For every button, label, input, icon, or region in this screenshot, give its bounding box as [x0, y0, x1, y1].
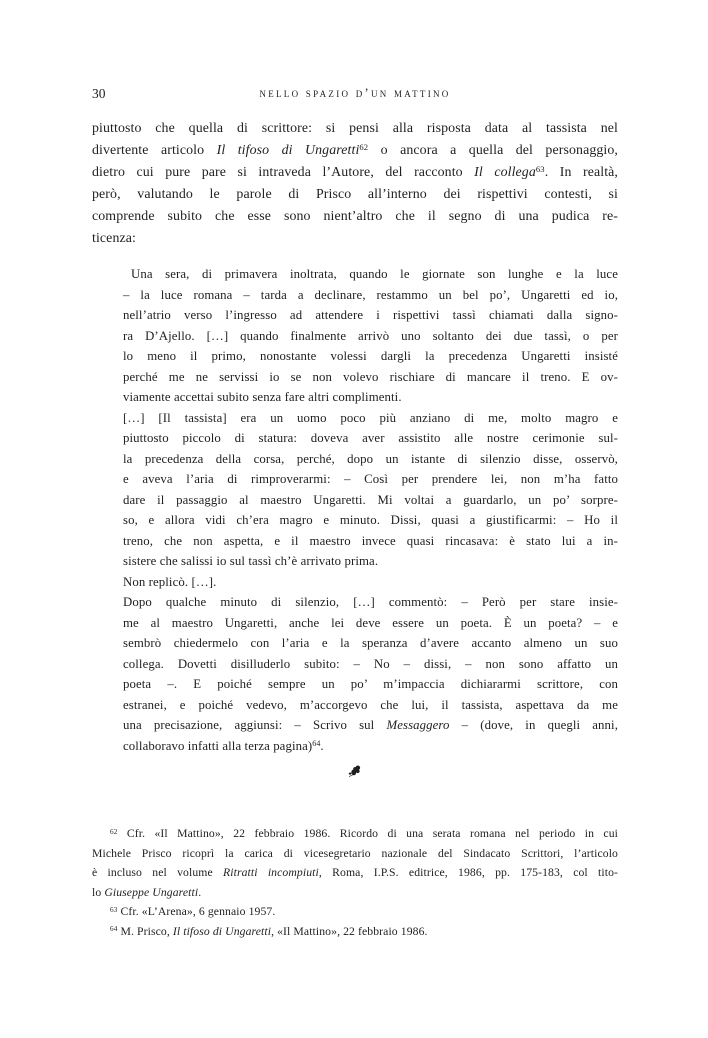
- text-segment: Cfr. «L’Arena», 6 gennaio 1957.: [117, 905, 276, 918]
- text-segment: o ancora a quella del personaggio,: [368, 143, 618, 158]
- text-line: [123, 346, 618, 367]
- text-line: [92, 922, 618, 942]
- text-segment: la precedenza della corsa, perché, dopo un istante di silenzio disse, osservò,: [123, 451, 618, 466]
- paragraph: [92, 118, 618, 250]
- text-line: [92, 162, 618, 184]
- text-line: [123, 490, 618, 511]
- superscript-marker: 62: [110, 827, 118, 836]
- text-segment: comprende subito che esse sono nient’altro che il segno di una pudica re-: [92, 209, 618, 224]
- text-line: [92, 206, 618, 228]
- text-segment: treno, che non aspetta, e il maestro invece quasi rincasava: è stato lui a in-: [123, 533, 618, 548]
- text-line: [123, 592, 618, 613]
- text-line: [123, 551, 618, 572]
- text-segment: e aveva l’aria di rimproverarmi: – Così per prendere lei, non m’ha fatto: [123, 472, 618, 486]
- text-line: [123, 715, 618, 736]
- text-line: [92, 844, 618, 864]
- text-segment: nell’atrio verso l’ingresso ad attendere i rispettivi tassì chiamati dalla signo-: [123, 308, 618, 322]
- text-line: [123, 654, 618, 675]
- text-segment: – la luce romana – tarda a declinare, restammo un bel po’, Ungaretti ed io,: [123, 287, 618, 302]
- text-segment: lo: [92, 885, 105, 899]
- text-line: [123, 326, 618, 347]
- text-line: [123, 674, 618, 695]
- text-line: [123, 285, 618, 306]
- superscript-marker: 64: [110, 925, 118, 934]
- italic-segment: Giuseppe Ungaretti: [104, 885, 199, 899]
- paragraph: [92, 902, 618, 922]
- superscript-marker: 63: [110, 905, 118, 914]
- text-line: [123, 633, 618, 654]
- text-segment: è incluso nel volume: [92, 866, 224, 879]
- text-segment: ticenza:: [92, 231, 136, 246]
- text-line: [92, 140, 618, 162]
- text-segment: , «Il Mattino», 22 febbraio 1986.: [271, 924, 428, 938]
- paragraph: [123, 264, 618, 408]
- text-line: [92, 883, 618, 903]
- text-line: [123, 572, 618, 593]
- text-line: [123, 408, 618, 429]
- intro-section: [92, 118, 618, 250]
- text-segment: ra D’Ajello. […] quando finalmente arrivò uno soltanto dei due tassì, o per: [123, 328, 618, 343]
- text-segment: Cfr. «Il Mattino», 22 febbraio 1986. Ricordo di una serata romana nel periodo in cui: [117, 827, 618, 840]
- italic-segment: Messaggero: [386, 718, 450, 732]
- text-segment: M. Prisco,: [117, 924, 173, 938]
- text-line: [123, 428, 618, 449]
- text-line: [92, 118, 618, 140]
- text-segment: una precisazione, aggiunsi: – Scrivo sul: [123, 718, 387, 732]
- text-segment: . In realtà,: [544, 165, 618, 180]
- text-line: [123, 531, 618, 552]
- page-number: 30: [92, 86, 106, 101]
- superscript-marker: 62: [359, 142, 369, 153]
- text-line: [92, 863, 618, 883]
- text-segment: sistere che salissi io sul tassì ch’è arrivato prima.: [123, 554, 379, 568]
- italic-segment: Il tifoso di Ungaretti: [172, 924, 272, 938]
- italic-segment: Ritratti incompiuti: [223, 866, 319, 879]
- text-segment: però, valutando le parole di Prisco all’interno dei rispettivi contesti, si: [92, 187, 618, 202]
- text-segment: Michele Prisco ricoprì la carica di vicesegretario nazionale del Sindacato Scrittori, l’articolo: [92, 846, 618, 860]
- text-line: [92, 184, 618, 206]
- text-segment: me al maestro Ungaretti, anche lei deve essere un poeta. È un poeta? – e: [123, 615, 618, 630]
- text-line: [123, 736, 618, 757]
- ornament-row: [92, 762, 618, 780]
- page-header: [92, 86, 618, 101]
- text-segment: lo meno il primo, nonostante volessi dargli la precedenza Ungaretti insisté: [123, 349, 618, 363]
- paragraph: [92, 922, 618, 942]
- text-segment: Una sera, di primavera inoltrata, quando le giornate son lunghe e la luce: [131, 267, 618, 281]
- paragraph: [123, 408, 618, 572]
- text-line: [123, 305, 618, 326]
- text-line: [123, 469, 618, 490]
- text-line: [92, 824, 618, 844]
- text-segment: .: [198, 885, 202, 899]
- italic-segment: Il tifoso di Ungaretti: [216, 143, 360, 158]
- text-segment: dietro cui pure pare si intraveda l’Autore, del racconto: [92, 165, 475, 180]
- paragraph: [123, 592, 618, 756]
- paragraph: [123, 572, 618, 593]
- text-segment: collega. Dovetti disilluderlo subito: – No – dissi, – non sono affatto un: [123, 656, 618, 671]
- running-head: nello spazio d’un mattino: [259, 86, 451, 100]
- text-segment: , Roma, I.P.S. editrice, 1986, pp. 175-183, col tito-: [318, 866, 619, 879]
- text-segment: so, e allora vidi ch’era magro e minuto. Dissi, quasi a giustificarmi: – Ho il: [123, 513, 618, 527]
- block-quote-section: [123, 264, 618, 756]
- text-segment: – (dove, in quegli anni,: [449, 718, 618, 732]
- text-line: [123, 367, 618, 388]
- superscript-marker: 63: [535, 164, 545, 175]
- text-segment: Non replicò. […].: [123, 574, 217, 589]
- text-line: [92, 228, 618, 250]
- text-segment: .: [320, 738, 324, 753]
- text-segment: piuttosto che quella di scrittore: si pensi alla risposta data al tassista nel: [92, 121, 618, 136]
- text-segment: estranei, e poiché vedevo, m’accorgevo che lui, il tassista, aspettava da me: [123, 697, 618, 712]
- text-line: [123, 695, 618, 716]
- text-line: [123, 264, 618, 285]
- superscript-marker: 64: [312, 738, 321, 748]
- text-segment: divertente articolo: [92, 143, 217, 158]
- text-line: [123, 387, 618, 408]
- paragraph: [92, 824, 618, 902]
- text-segment: sembrò chiedermelo con l’aria e la speranza d’avere accanto almeno un suo: [123, 636, 618, 650]
- text-segment: dare il passaggio al maestro Ungaretti. Mi voltai a guardarlo, un po’ sorpre-: [123, 492, 618, 507]
- text-segment: poeta –. E poiché sempre un po’ m’impaccia dichiararmi scrittore, con: [123, 677, 618, 691]
- text-segment: perché me ne servissi io se non volevo rischiare di mancare il treno. E ov-: [123, 369, 618, 384]
- italic-segment: Il collega: [474, 165, 536, 180]
- text-segment: collaboravo infatti alla terza pagina): [123, 738, 313, 753]
- text-line: [92, 902, 618, 922]
- footnotes-section: [92, 824, 618, 941]
- text-line: [123, 510, 618, 531]
- fleuron-icon: [347, 764, 364, 778]
- text-line: [123, 449, 618, 470]
- text-segment: […] [Il tassista] era un uomo poco più anziano di me, molto magro e: [123, 410, 618, 425]
- text-line: [123, 613, 618, 634]
- text-segment: piuttosto piccolo di statura: doveva aver assistito alle nostre cerimonie sul-: [123, 431, 618, 445]
- text-segment: Dopo qualche minuto di silenzio, […] commentò: – Però per stare insie-: [123, 595, 618, 609]
- text-segment: viamente accettai subito senza fare altri complimenti.: [123, 390, 402, 404]
